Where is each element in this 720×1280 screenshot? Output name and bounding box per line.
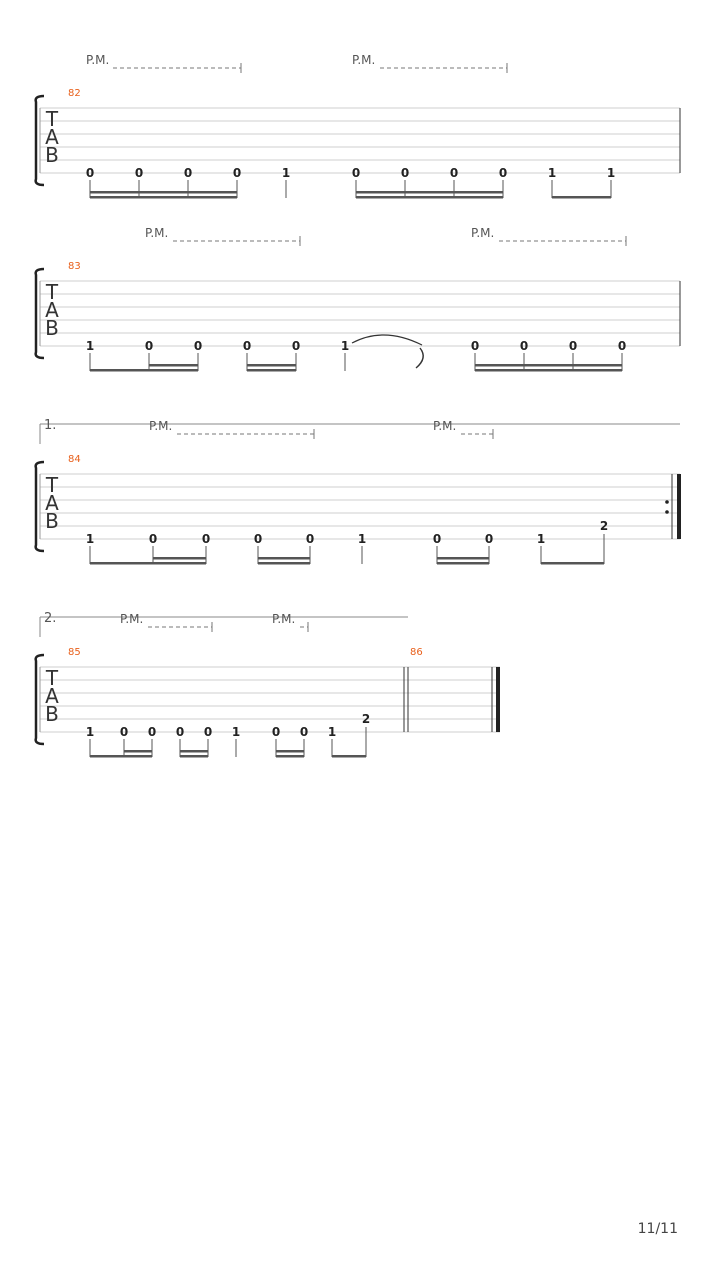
fret-number: 1 [85, 725, 95, 739]
beam [247, 369, 296, 372]
fret-number: 0 [400, 166, 410, 180]
fret-number: 0 [201, 532, 211, 546]
fret-number: 0 [291, 339, 301, 353]
beam [90, 562, 206, 565]
fret-number: 0 [253, 532, 263, 546]
volta-number: 1. [44, 418, 57, 433]
beam [180, 755, 208, 758]
tab-letter-a: A [45, 684, 59, 708]
fret-number: 0 [144, 339, 154, 353]
repeat-thick-barline [677, 474, 681, 539]
measure-number: 86 [410, 647, 423, 658]
repeat-dot [665, 500, 669, 504]
fret-number: 0 [134, 166, 144, 180]
fret-number: 0 [183, 166, 193, 180]
fret-number: 1 [85, 532, 95, 546]
beam [475, 369, 622, 372]
measure-number: 82 [68, 88, 81, 99]
beam [276, 750, 304, 753]
fret-number: 1 [85, 339, 95, 353]
palm-mute-label: P.M. [352, 53, 376, 67]
beam [475, 364, 622, 367]
repeat-dot [665, 510, 669, 514]
tab-system [36, 226, 680, 372]
fret-number: 0 [242, 339, 252, 353]
fret-number: 2 [361, 712, 371, 726]
tab-letter-b: B [45, 702, 59, 726]
tab-letter-t: T [45, 280, 59, 304]
measure-number: 85 [68, 647, 81, 658]
fret-number: 0 [147, 725, 157, 739]
beam [124, 750, 152, 753]
tab-letter-a: A [45, 125, 59, 149]
beam [90, 196, 237, 199]
beam [90, 755, 152, 758]
fret-number: 0 [617, 339, 627, 353]
tab-letter-a: A [45, 491, 59, 515]
fret-number: 0 [232, 166, 242, 180]
fret-number: 0 [484, 532, 494, 546]
fret-number: 0 [568, 339, 578, 353]
palm-mute-label: P.M. [272, 612, 296, 626]
fret-number: 0 [85, 166, 95, 180]
tab-letter-b: B [45, 316, 59, 340]
beam [356, 191, 503, 194]
palm-mute-label: P.M. [471, 226, 495, 240]
tab-letter-t: T [45, 666, 59, 690]
beam [258, 557, 310, 560]
fret-number: 1 [231, 725, 241, 739]
fret-number: 0 [271, 725, 281, 739]
beam [90, 369, 198, 372]
final-thick-barline [496, 667, 500, 732]
fret-number: 0 [449, 166, 459, 180]
fret-number: 0 [175, 725, 185, 739]
fret-number: 0 [203, 725, 213, 739]
tab-letter-b: B [45, 509, 59, 533]
fret-number: 0 [305, 532, 315, 546]
fret-number: 0 [193, 339, 203, 353]
beam [153, 557, 206, 560]
tab-letter-a: A [45, 298, 59, 322]
tab-letter-t: T [45, 473, 59, 497]
palm-mute-label: P.M. [86, 53, 110, 67]
beam [258, 562, 310, 565]
fret-number: 0 [351, 166, 361, 180]
page-number: 11/11 [637, 1221, 678, 1237]
palm-mute-label: P.M. [120, 612, 144, 626]
fret-number: 2 [599, 519, 609, 533]
palm-mute-label: P.M. [433, 419, 457, 433]
beam [437, 557, 489, 560]
measure-number: 83 [68, 261, 81, 272]
rest-symbol [416, 348, 423, 368]
fret-number: 1 [340, 339, 350, 353]
beam [332, 755, 366, 758]
beam [552, 196, 611, 199]
beam [276, 755, 304, 758]
fret-number: 1 [536, 532, 546, 546]
fret-number: 1 [281, 166, 291, 180]
tab-system [36, 53, 680, 199]
tie-arc [352, 335, 422, 345]
palm-mute-label: P.M. [145, 226, 169, 240]
beam [149, 364, 198, 367]
fret-number: 0 [148, 532, 158, 546]
beam [180, 750, 208, 753]
beam [437, 562, 489, 565]
fret-number: 0 [498, 166, 508, 180]
beam [541, 562, 604, 565]
palm-mute-label: P.M. [149, 419, 173, 433]
fret-number: 1 [547, 166, 557, 180]
fret-number: 0 [432, 532, 442, 546]
fret-number: 0 [470, 339, 480, 353]
fret-number: 0 [119, 725, 129, 739]
fret-number: 1 [327, 725, 337, 739]
tab-letter-t: T [45, 107, 59, 131]
fret-number: 0 [299, 725, 309, 739]
fret-number: 1 [357, 532, 367, 546]
measure-number: 84 [68, 454, 81, 465]
volta-number: 2. [44, 611, 57, 626]
beam [247, 364, 296, 367]
tab-letter-b: B [45, 143, 59, 167]
beam [90, 191, 237, 194]
tab-system [36, 418, 681, 565]
fret-number: 0 [519, 339, 529, 353]
fret-number: 1 [606, 166, 616, 180]
beam [356, 196, 503, 199]
tab-system [36, 611, 500, 758]
